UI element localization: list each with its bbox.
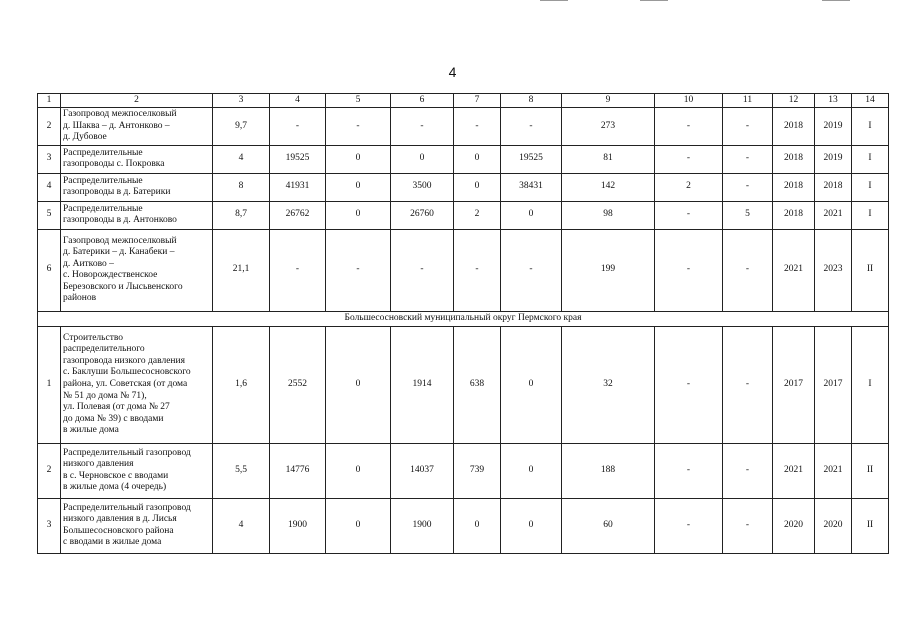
header-cell: 3 [213, 94, 270, 108]
section-title: Большесосновский муниципальный округ Пермского края [38, 311, 889, 326]
table-cell: 4 [213, 145, 270, 173]
header-row [38, 94, 889, 108]
table-cell: 2018 [815, 173, 852, 201]
table-cell: 32 [562, 326, 655, 443]
table-cell: 5 [723, 201, 773, 229]
table-cell: II [852, 229, 889, 311]
table-cell: 0 [326, 173, 391, 201]
table-cell: 2 [38, 108, 61, 146]
table-cell: 98 [562, 201, 655, 229]
object-name-cell: Распределительный газопровод низкого давления в д. Лисья Большесосновского района с вводами в жилые дома [61, 498, 213, 553]
object-name-cell: Газопровод межпоселковый д. Шаква – д. Антонково – д. Дубовое [61, 108, 213, 146]
table-cell: 2019 [815, 108, 852, 146]
table-cell: 2021 [773, 229, 815, 311]
table-cell: II [852, 443, 889, 498]
gas-pipeline-table [37, 93, 889, 554]
table-cell: 38431 [501, 173, 562, 201]
table-cell: - [723, 173, 773, 201]
table-cell: - [655, 443, 723, 498]
table-cell: - [655, 326, 723, 443]
table-cell: I [852, 326, 889, 443]
table-cell: - [270, 108, 326, 146]
table-cell: 2552 [270, 326, 326, 443]
header-cell: 12 [773, 94, 815, 108]
table-cell: - [454, 229, 501, 311]
table-cell: 1900 [391, 498, 454, 553]
table-cell: - [723, 145, 773, 173]
table-cell: - [655, 108, 723, 146]
table-cell: 2019 [815, 145, 852, 173]
table-cell: 26760 [391, 201, 454, 229]
table-cell: 273 [562, 108, 655, 146]
header-cell: 4 [270, 94, 326, 108]
table-cell: 2021 [815, 443, 852, 498]
table-cell: 2 [38, 443, 61, 498]
table-cell: - [391, 229, 454, 311]
page-number: 4 [448, 64, 457, 80]
table-cell: 0 [326, 326, 391, 443]
table-cell: 19525 [501, 145, 562, 173]
header-cell: 2 [61, 94, 213, 108]
table-cell: 1914 [391, 326, 454, 443]
table-cell: 1,6 [213, 326, 270, 443]
table-cell: II [852, 498, 889, 553]
object-name-cell: Распределительный газопровод низкого давления в с. Черновское с вводами в жилые дома (4 очередь) [61, 443, 213, 498]
header-cell: 13 [815, 94, 852, 108]
table-cell: 0 [326, 443, 391, 498]
scan-mark [822, 0, 850, 1]
table-row [38, 229, 889, 311]
table-cell: 19525 [270, 145, 326, 173]
header-cell: 1 [38, 94, 61, 108]
table-cell: 142 [562, 173, 655, 201]
table-cell: 4 [38, 173, 61, 201]
table-cell: 0 [501, 498, 562, 553]
table-cell: 1 [38, 326, 61, 443]
table-cell: 199 [562, 229, 655, 311]
table-cell: - [723, 229, 773, 311]
table-cell: 1900 [270, 498, 326, 553]
table-cell: - [270, 229, 326, 311]
table-row [38, 201, 889, 229]
table-cell: - [326, 108, 391, 146]
table-cell: 9,7 [213, 108, 270, 146]
table-cell: - [655, 229, 723, 311]
table-cell: 2 [454, 201, 501, 229]
table-cell: - [723, 498, 773, 553]
table-cell: 5 [38, 201, 61, 229]
table-cell: - [723, 326, 773, 443]
header-cell: 10 [655, 94, 723, 108]
section-row [38, 311, 889, 326]
table-cell: 14037 [391, 443, 454, 498]
table-cell: 2018 [773, 145, 815, 173]
table-cell: 2017 [773, 326, 815, 443]
header-cell: 5 [326, 94, 391, 108]
table-cell: 2023 [815, 229, 852, 311]
table-row [38, 326, 889, 443]
table-cell: - [391, 108, 454, 146]
table-cell: 2021 [773, 443, 815, 498]
table-cell: 739 [454, 443, 501, 498]
table-cell: - [655, 201, 723, 229]
table-row [38, 443, 889, 498]
table-cell: - [326, 229, 391, 311]
table-cell: 0 [454, 145, 501, 173]
table-cell: I [852, 201, 889, 229]
object-name-cell: Распределительные газопроводы в д. Батерики [61, 173, 213, 201]
object-name-cell: Газопровод межпоселковый д. Батерики – д. Канабеки – д. Аитково – с. Новорождественское Березовского и Лысьвенского районов [61, 229, 213, 311]
table-cell: 0 [391, 145, 454, 173]
table-cell: 0 [501, 443, 562, 498]
table-cell: - [655, 145, 723, 173]
table-cell: 188 [562, 443, 655, 498]
table-cell: 14776 [270, 443, 326, 498]
table-cell: 26762 [270, 201, 326, 229]
table-cell: 3 [38, 145, 61, 173]
header-cell: 9 [562, 94, 655, 108]
table-cell: 6 [38, 229, 61, 311]
table-cell: - [723, 443, 773, 498]
table-cell: I [852, 108, 889, 146]
table-cell: 60 [562, 498, 655, 553]
table-cell: 4 [213, 498, 270, 553]
table-cell: 8 [213, 173, 270, 201]
table-cell: 2018 [773, 173, 815, 201]
table-cell: 21,1 [213, 229, 270, 311]
object-name-cell: Распределительные газопроводы в д. Антонково [61, 201, 213, 229]
table-cell: - [501, 229, 562, 311]
table-cell: 3 [38, 498, 61, 553]
table-cell: 8,7 [213, 201, 270, 229]
table-cell: 2018 [773, 201, 815, 229]
table-cell: 0 [501, 201, 562, 229]
table-row [38, 145, 889, 173]
table-cell: 41931 [270, 173, 326, 201]
table-cell: 0 [326, 201, 391, 229]
object-name-cell: Строительство распределительного газопровода низкого давления с. Баклуши Большесосновского района, ул. Советская (от дома № 51 до дома № 71), ул. Полевая (от дома № 27 до дома № 39) с вводами в жилые дома [61, 326, 213, 443]
table-row [38, 108, 889, 146]
table-cell: - [501, 108, 562, 146]
header-cell: 14 [852, 94, 889, 108]
table-cell: 2020 [773, 498, 815, 553]
table-cell: 0 [326, 145, 391, 173]
table-cell: I [852, 145, 889, 173]
header-cell: 11 [723, 94, 773, 108]
header-cell: 8 [501, 94, 562, 108]
header-cell: 6 [391, 94, 454, 108]
header-cell: 7 [454, 94, 501, 108]
table-row [38, 173, 889, 201]
table-cell: 638 [454, 326, 501, 443]
scan-mark [640, 0, 668, 1]
table-cell: 0 [454, 498, 501, 553]
table-cell: 2018 [773, 108, 815, 146]
table-row [38, 498, 889, 553]
table-cell: - [723, 108, 773, 146]
table-cell: - [655, 498, 723, 553]
table-cell: 0 [454, 173, 501, 201]
table-cell: 0 [326, 498, 391, 553]
table-cell: 0 [501, 326, 562, 443]
table-cell: 5,5 [213, 443, 270, 498]
table-cell: 2021 [815, 201, 852, 229]
table-cell: I [852, 173, 889, 201]
table-cell: 2017 [815, 326, 852, 443]
table-cell: 3500 [391, 173, 454, 201]
object-name-cell: Распределительные газопроводы с. Покровка [61, 145, 213, 173]
scan-mark [540, 0, 568, 1]
table-cell: - [454, 108, 501, 146]
table-cell: 81 [562, 145, 655, 173]
table-cell: 2 [655, 173, 723, 201]
table-cell: 2020 [815, 498, 852, 553]
